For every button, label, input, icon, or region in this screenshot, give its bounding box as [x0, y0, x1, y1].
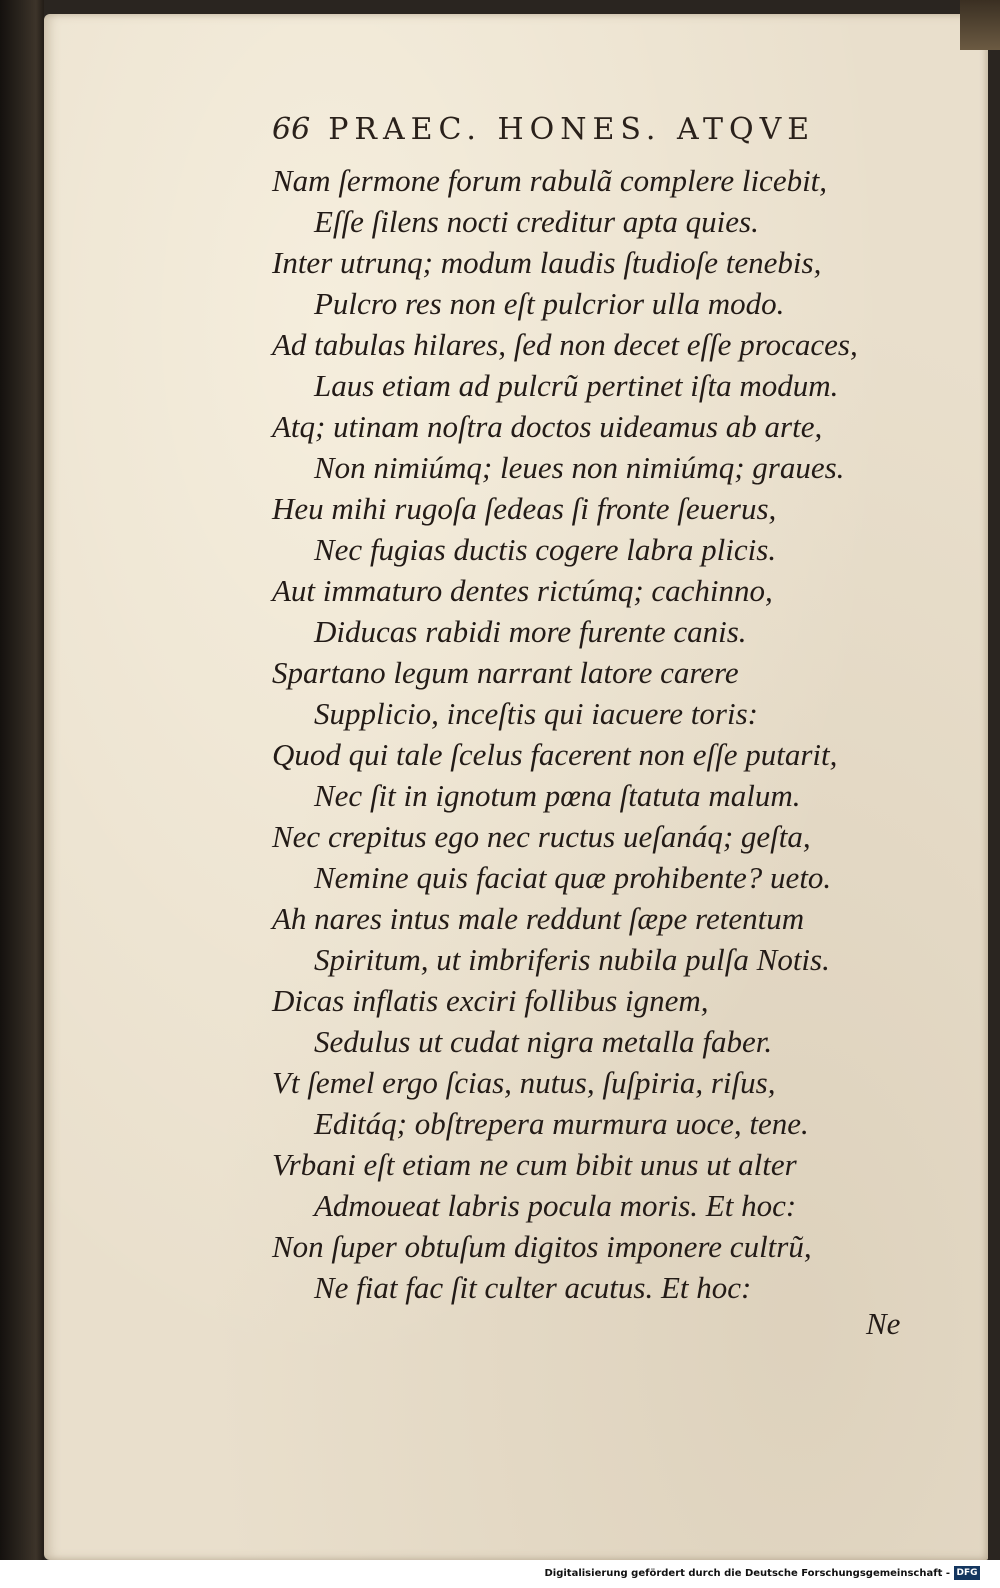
text-line: Spartano legum narrant latore carere [272, 655, 739, 690]
running-title: PRAEC. HONES. ATQVE [328, 112, 816, 147]
text-line: Admoueat labris pocula moris. Et hoc: [314, 1188, 797, 1223]
text-line: Atq; utinam noſtra doctos uideamus ab arte, [272, 409, 823, 444]
book-binding [0, 0, 44, 1560]
text-line: Pulcro res non eſt pulcrior ulla modo. [314, 286, 785, 321]
page-edge [960, 0, 1000, 50]
text-line: Supplicio, inceſtis qui iacuere toris: [314, 696, 758, 731]
catchword: Ne [866, 1306, 901, 1341]
text-line: Dicas inflatis exciri follibus ignem, [272, 983, 709, 1018]
text-line: Non ſuper obtuſum digitos imponere cultrũ, [272, 1229, 812, 1264]
text-line: Quod qui tale ſcelus facerent non eſſe putarit, [272, 737, 838, 772]
text-line: Non nimiúmq; leues non nimiúmq; graues. [314, 450, 845, 485]
text-line: Nec crepitus ego nec ructus ueſanáq; geſta, [272, 819, 811, 854]
text-line: Diducas rabidi more furente canis. [314, 614, 747, 649]
text-line: Nemine quis faciat quæ prohibente? ueto. [314, 860, 832, 895]
page-number: 66 [272, 112, 311, 147]
text-line: Ne fiat fac ſit culter acutus. Et hoc: [314, 1270, 752, 1305]
text-line: Sedulus ut cudat nigra metalla faber. [314, 1024, 773, 1059]
text-line: Nec fugias ductis cogere labra plicis. [314, 532, 777, 567]
text-line: Vt ſemel ergo ſcias, nutus, ſuſpiria, riſus, [272, 1065, 776, 1100]
text-line: Ah nares intus male reddunt ſæpe retentum [272, 901, 805, 936]
text-line: Spiritum, ut imbriferis nubila pulſa Notis. [314, 942, 830, 977]
footer-credit: Digitalisierung gefördert durch die Deutsche Forschungsgemeinschaft - [544, 1568, 950, 1579]
running-header [272, 112, 872, 147]
text-line: Ad tabulas hilares, ſed non decet eſſe procaces, [272, 327, 858, 362]
text-line: Heu mihi rugoſa ſedeas ſi fronte ſeuerus, [272, 491, 777, 526]
text-line: Vrbani eſt etiam ne cum bibit unus ut alter [272, 1147, 797, 1182]
text-line: Eſſe ſilens nocti creditur apta quies. [314, 204, 759, 239]
text-line: Laus etiam ad pulcrũ pertinet iſta modum. [314, 368, 839, 403]
text-line: Editáq; obſtrepera murmura uoce, tene. [314, 1106, 809, 1141]
text-line: Nam ſermone forum rabulã complere licebit, [272, 163, 828, 198]
text-line: Nec ſit in ignotum pœna ſtatuta malum. [314, 778, 801, 813]
text-line: Inter utrunq; modum laudis ſtudioſe tenebis, [272, 245, 822, 280]
text-line: Aut immaturo dentes rictúmq; cachinno, [272, 573, 773, 608]
dfg-logo: DFG [954, 1566, 980, 1580]
